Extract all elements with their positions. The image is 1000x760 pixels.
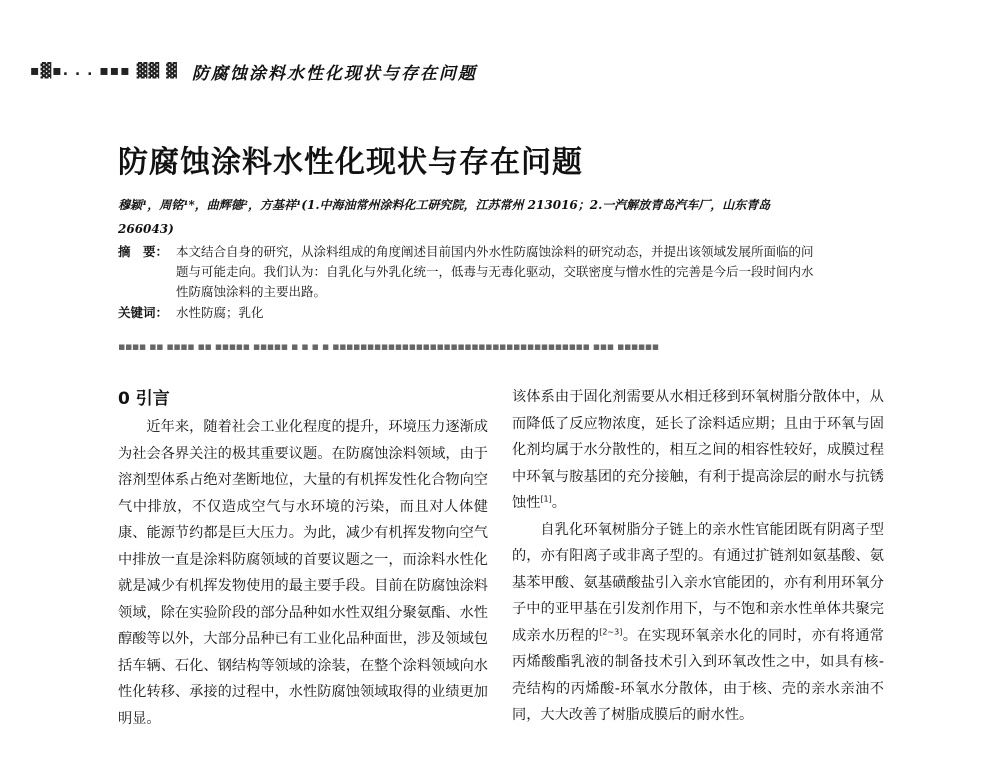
keywords <box>118 303 818 323</box>
document-code-line: ▪▪▪▪ ▪▪ ▪▪▪▪ ▪▪ ▪▪▪▪▪ ▪▪▪▪▪ ▪ ▪ ▪ ▪ ▪▪▪▪▪▪▪▪▪▪▪▪▪▪▪▪▪▪▪▪▪▪▪▪▪▪▪▪▪▪▪▪▪▪▪▪▪ ▪▪▪ ▪▪▪▪▪▪ <box>118 340 659 353</box>
keywords-label: 关键词： <box>118 305 169 320</box>
header-journal-mark: ▪▓▪. . . ▪▪▪ ▓▓ ▓ <box>30 63 178 79</box>
intro-paragraph-3 <box>512 517 884 729</box>
right-column <box>512 384 884 729</box>
intro-paragraph-3-text-b: 。在实现环氧亲水化的同时，亦有将通常丙烯酸酯乳液的制备技术引入到环氧改性之中，如具有核-壳结构的丙烯酸-环氧水分散体，由于核、壳的亲水亲油不同，大大改善了树脂成膜后的耐水性。 <box>512 627 884 723</box>
section-heading-introduction: 0 引言 <box>118 389 170 409</box>
intro-paragraph-2-text: 该体系由于固化剂需要从水相迁移到环氧树脂分散体中，从而降低了反应物浓度，延长了涂料适应期；且由于环氧与固化剂均属于水分散性的，相互之间的相容性较好，成膜过程中环氧与胺基团的充分接触，有利于提高涂层的耐水与抗锈蚀性 <box>512 389 884 511</box>
intro-paragraph-2 <box>512 384 884 517</box>
citation-2-3: [2~3] <box>599 626 623 636</box>
authors-affiliations: 穆颖¹，周铭¹*，曲辉德²，方基祥¹(1.中海油常州涂料化工研究院，江苏常州 213016；2.一汽解放青岛汽车厂，山东青岛 266043) <box>118 198 771 236</box>
citation-1: [1] <box>540 494 552 504</box>
abstract-text: 本文结合自身的研究，从涂料组成的角度阐述目前国内外水性防腐蚀涂料的研究动态，并提出该领域发展所面临的问题与可能走向。我们认为：自乳化与外乳化统一，低毒与无毒化驱动，交联密度与憎水性的完善是今后一段时间内水性防腐蚀涂料的主要出路。 <box>176 244 814 299</box>
left-column <box>118 386 488 732</box>
keywords-text: 水性防腐；乳化 <box>176 305 264 320</box>
running-header <box>30 60 477 82</box>
paper-title: 防腐蚀涂料水性化现状与存在问题 <box>118 145 583 180</box>
header-title: 防腐蚀涂料水性化现状与存在问题 <box>191 63 477 84</box>
intro-paragraph-3-text-a: 自乳化环氧树脂分子链上的亲水性官能团既有阴离子型的，亦有阳离子或非离子型的。有通过扩链剂如氨基酸、氨基苯甲酸、氨基磺酸盐引入亲水官能团的，亦有利用环氧分子中的亚甲基在引发剂作用下，与不饱和亲水性单体共聚完成亲水历程的 <box>512 521 884 644</box>
intro-paragraph-1: 近年来，随着社会工业化程度的提升，环境压力逐渐成为社会各界关注的极其重要议题。在防腐蚀涂料领域，由于溶剂型体系占绝对垄断地位，大量的有机挥发性化合物向空气中排放，不仅造成空气与水环境的污染，而且对人体健康、能源节约都是巨大压力。为此，减少有机挥发物向空气中排放一直是涂料防腐领域的首要议题之一，而涂料水性化就是减少有机挥发物使用的最主要手段。目前在防腐蚀涂料领域，除在实验阶段的部分品种如水性双组分聚氨酯、水性醇酸等以外，大部分品种已有工业化品种面世，涉及领域包括车辆、石化、钢结构等领域的涂装，在整个涂料领域向水性化转移、承接的过程中，水性防腐蚀领域取得的业绩更加明显。 <box>118 419 488 727</box>
abstract <box>118 242 818 302</box>
abstract-label: 摘 要： <box>118 244 169 259</box>
intro-paragraph-2-end: 。 <box>551 495 566 511</box>
